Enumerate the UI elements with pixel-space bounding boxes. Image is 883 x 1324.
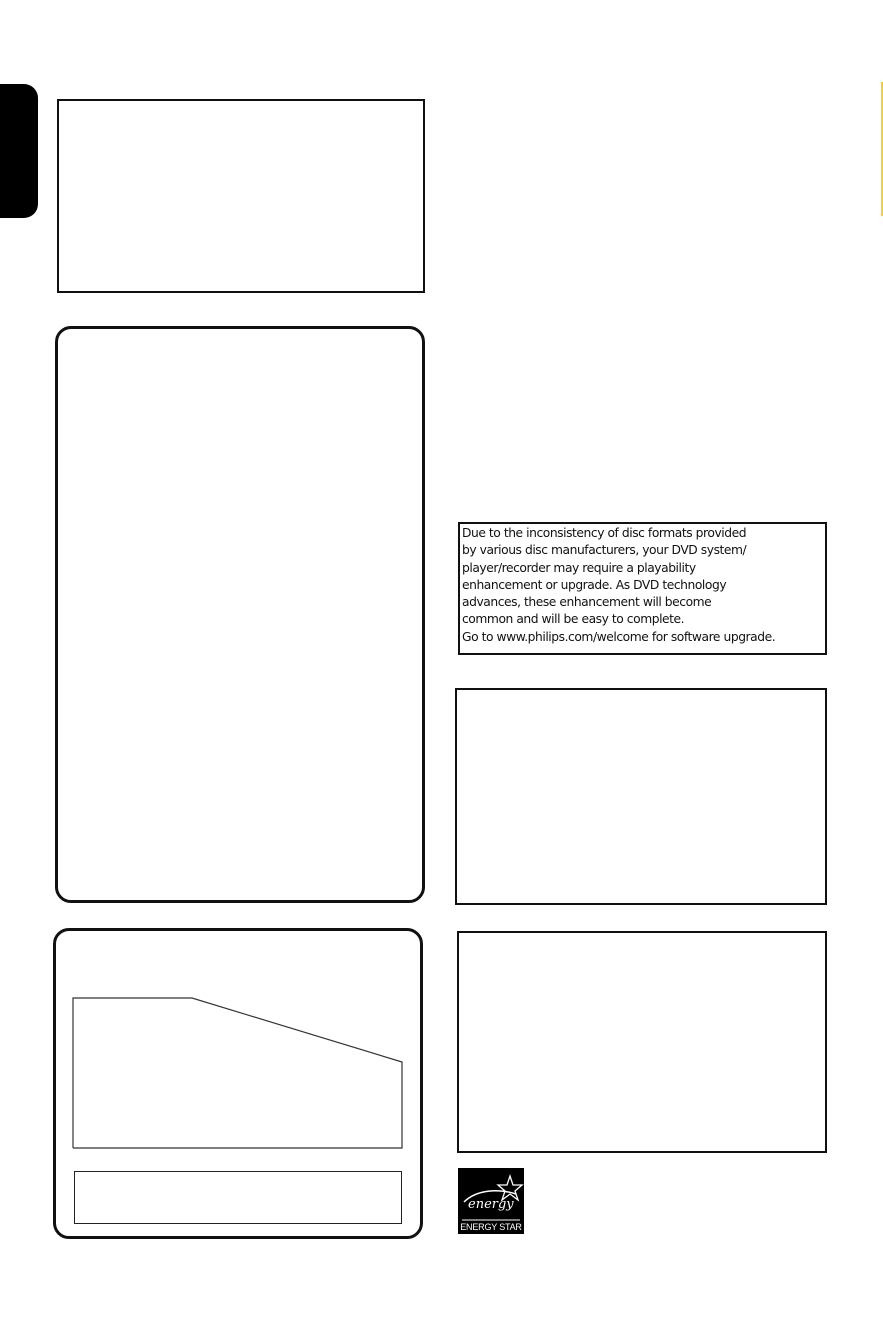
notice-line: common and will be easy to complete. <box>462 612 685 627</box>
energy-star-logo-icon <box>458 1168 524 1234</box>
blank-rounded-panel-middle-left <box>55 326 425 903</box>
notice-line: player/recorder may require a playability <box>462 560 696 575</box>
software-upgrade-notice <box>458 522 827 655</box>
blank-panel-right-bottom <box>457 931 827 1153</box>
notice-line: enhancement or upgrade. As DVD technology <box>462 577 727 592</box>
notice-line: by various disc manufacturers, your DVD system/ <box>462 543 747 558</box>
label-caption-box <box>74 1171 402 1224</box>
notice-line: advances, these enhancement will become <box>462 595 712 610</box>
svg-text:energy: energy <box>468 1197 514 1212</box>
blank-panel-top-left <box>57 99 425 293</box>
energy-star-caption: ENERGY STAR <box>460 1222 522 1232</box>
blank-panel-right-middle <box>455 688 827 905</box>
notice-line: Due to the inconsistency of disc formats provided <box>462 526 747 540</box>
language-tab <box>0 84 38 218</box>
notice-line-url: Go to www.philips.com/welcome for software upgrade. <box>462 629 776 644</box>
product-label-outline <box>72 996 408 1150</box>
